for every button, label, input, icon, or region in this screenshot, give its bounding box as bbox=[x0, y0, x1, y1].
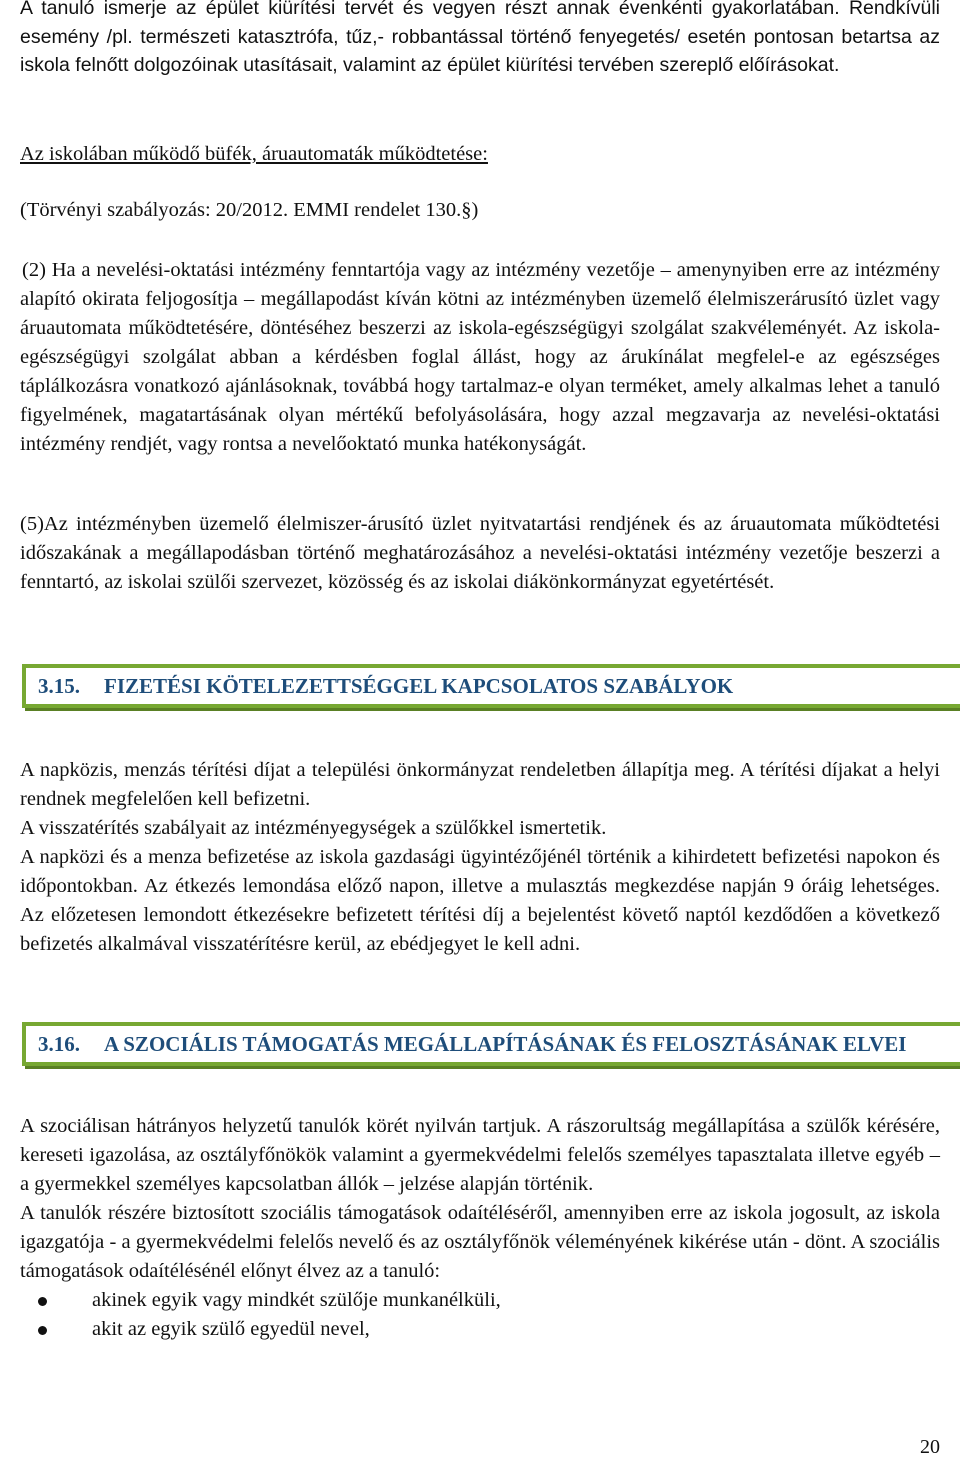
list-item-text: akit az egyik szülő egyedül nevel, bbox=[92, 1318, 370, 1340]
page-number: 20 bbox=[920, 1436, 940, 1458]
list-item bbox=[20, 1286, 940, 1315]
law-reference: (Törvényi szabályozás: 20/2012. EMMI rendelet 130.§) bbox=[20, 199, 479, 221]
paragraph: A napközis, menzás térítési díjat a települési önkormányzat rendeletben állapítja meg. A térítési díjakat a helyi rendnek megfelelően kell befizetni. bbox=[20, 759, 940, 810]
section-3-15-heading bbox=[22, 664, 960, 708]
paragraph: A szociálisan hátrányos helyzetű tanulók körét nyilván tartjuk. A rászorultság megállapítása a szülők kérésére, kereseti igazolása, az osztályfőnökök valamint a gyermekvédelmi felelős személyes tapasztalata illetve egyéb – a gyermekkel személyes kapcsolatban állók – jelzése alapján történik. bbox=[20, 1115, 940, 1195]
bullet-icon bbox=[38, 1297, 47, 1306]
buffet-paragraph-5: (5)Az intézményben üzemelő élelmiszer-árusító üzlet nyitvatartási rendjének és az áruautomata működtetési időszakának a megállapodásban történő meghatározásához a nevelési-oktatási intézmény vezetője beszerzi a fenntartó, az iskolai szülői szervezet, közösség és az iskolai diákönkormányzat egyetértését. bbox=[20, 513, 940, 593]
bullet-icon bbox=[38, 1326, 47, 1335]
section-3-16-heading bbox=[22, 1022, 960, 1066]
list-item-text: akinek egyik vagy mindkét szülője munkanélküli, bbox=[92, 1289, 501, 1311]
social-support-text bbox=[20, 1112, 940, 1344]
buffet-paragraph-2: (2) Ha a nevelési-oktatási intézmény fenntartója vagy az intézmény vezetője – amenynyiben erre az intézmény alapító okirata feljogosítja – megállapodást kíván kötni az intézményben üzemelő élelmiszerárusító üzlet vagy áruautomata működtetésére, döntéséhez beszerzi az iskola-egészségügyi szolgálat szakvéleményét. Az iskola-egészségügyi szolgálat abban a kérdésben foglal állást, hogy az árukínálat megfelel-e az egészséges táplálkozásra vonatkozó ajánlásoknak, továbbá hogy tartalmaz-e olyan terméket, amely alkalmas lehet a tanuló figyelmének, magatartásának olyan mértékű befolyásolására, hogy azzal megzavarja az nevelési-oktatási intézmény rendjét, vagy rontsa a nevelőoktató munka hatékonyságát. bbox=[20, 259, 940, 455]
section-title: FIZETÉSI KÖTELEZETTSÉGGEL KAPCSOLATOS SZABÁLYOK bbox=[104, 673, 734, 698]
eligibility-list bbox=[20, 1286, 940, 1344]
buffet-heading: Az iskolában működő büfék, áruautomaták működtetése: bbox=[20, 143, 488, 165]
payment-rules bbox=[20, 756, 940, 959]
list-item bbox=[20, 1315, 940, 1344]
paragraph: A napközi és a menza befizetése az iskola gazdasági ügyintézőjénél történik a kihirdetett befizetési napokon és időpontokban. Az étkezés lemondása előző napon, illetve a mulasztás megkezdése napján 9 óráig lehetséges. Az előzetesen lemondott étkezésekre befizetett térítési díj a bejelentést követő naptól kezdődően a következő befizetés alkalmával visszatérítésre kerül, az ebédjegyet le kell adni. bbox=[20, 846, 940, 955]
paragraph: A visszatérítés szabályait az intézményegységek a szülőkkel ismertetik. bbox=[20, 817, 607, 839]
section-number: 3.16. bbox=[38, 1031, 80, 1056]
paragraph: A tanulók részére biztosított szociális támogatások odaítéléséről, amennyiben erre az iskola jogosult, az iskola igazgatója - a gyermekvédelmi felelős nevelő és az osztályfőnök véleményének kikérése után - dönt. A szociális támogatások odaítélésénél előnyt élvez az a tanuló: bbox=[20, 1202, 940, 1282]
section-title: A SZOCIÁLIS TÁMOGATÁS MEGÁLLAPÍTÁSÁNAK ÉS FELOSZTÁSÁNAK ELVEI bbox=[104, 1031, 907, 1056]
section-number: 3.15. bbox=[38, 673, 80, 698]
evacuation-paragraph: A tanuló ismerje az épület kiürítési tervét és vegyen részt annak évenkénti gyakorlatában. Rendkívüli esemény /pl. természeti katasztrófa, tűz,- robbantással történő fenyegetés/ esetén pontosan betartsa az iskola felnőtt dolgozóinak utasításait, valamint az épület kiürítési tervében szereplő előírásokat. bbox=[20, 0, 940, 77]
